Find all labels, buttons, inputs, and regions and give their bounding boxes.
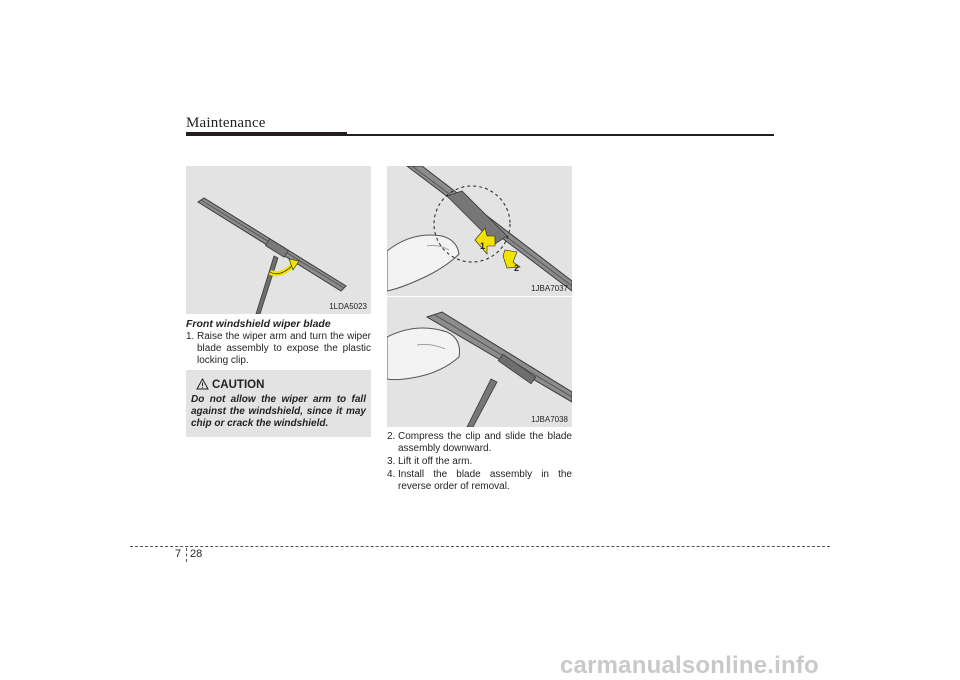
figure-code: 1LDA5023 [329,302,367,311]
step-text: Lift it off the arm. [398,456,473,467]
step-text: Compress the clip and slide the blade assembly downward. [398,431,572,454]
step-number: 1. [186,331,195,342]
step-text: Raise the wiper arm and turn the wiper blade assembly to expose the plastic locking clip. [197,331,371,366]
caution-title: CAUTION [212,379,265,391]
step-number: 4. [387,469,396,480]
page-number: 28 [190,548,203,560]
clip-release-illustration [387,166,572,296]
step-item [387,431,572,455]
header-rule-thin [347,134,774,136]
footer-dashed-rule [130,546,830,547]
caution-box [186,370,371,437]
figure-front-wiper [186,166,371,314]
step-number: 2. [387,431,396,442]
wiper-illustration [186,166,371,314]
figure-code: 1JBA7037 [531,284,568,293]
step-number: 3. [387,456,396,467]
header-rule-thick [186,132,347,136]
step-item [387,456,572,468]
figure-clip-release [387,166,572,296]
step-text: Install the blade assembly in the reverse order of removal. [398,469,572,492]
caution-text: Do not allow the wiper arm to fall against the windshield, since it may chip or crack the windshield. [191,394,366,429]
watermark: carmanualsonline.info [560,652,819,679]
blade-lift-illustration [387,297,572,427]
callout-2: 2 [514,263,520,273]
step-item [387,469,572,493]
figure-blade-lift [387,297,572,427]
section-title: Maintenance [186,115,266,131]
figure-code: 1JBA7038 [531,415,568,424]
step-item [186,331,371,367]
subheading: Front windshield wiper blade [186,318,331,330]
callout-1: 1 [480,241,486,251]
footer-separator [186,548,187,562]
chapter-number: 7 [175,548,182,560]
warning-triangle-icon [196,378,209,390]
